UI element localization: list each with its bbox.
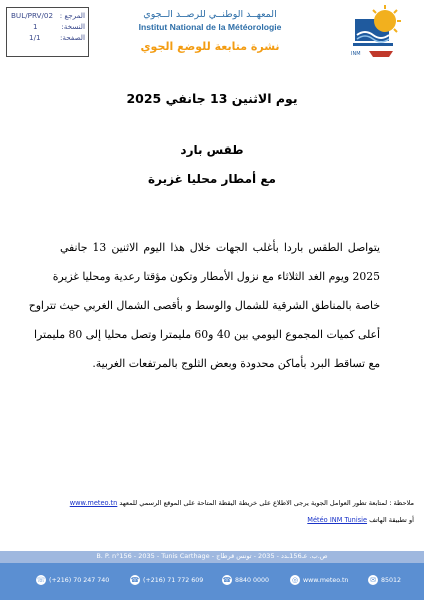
page-value: 1/1	[29, 33, 41, 42]
app-link[interactable]: Météo INM Tunisie	[307, 516, 368, 524]
note-line	[40, 499, 414, 507]
fax-number: (+216) 70 247 740	[49, 576, 110, 584]
body-line-2: 2025 ويوم الغد الثلاثاء مع نزول الأمطار وتكون مؤقتا رعدية ومحليا غزيرة	[52, 270, 380, 283]
footer-fax	[36, 575, 109, 585]
body-line-1: يتواصل الطقس باردا بأغلب الجهات خلال هذا اليوم الاثنين 13 جانفي	[60, 241, 380, 254]
website-link[interactable]: www.meteo.tn	[69, 499, 118, 507]
version-value: 1	[33, 22, 38, 31]
footer-sms	[368, 575, 401, 585]
bulletin-headline: طقس بارد	[180, 143, 244, 157]
phone-number: (+216) 71 772 609	[143, 576, 204, 584]
footer-web	[290, 575, 348, 585]
note-text: ملاحظة : لمتابعة تطور العوامل الجوية يرجى الاطلاع على خريطة اليقظة المتاحة على الموقع الرسمي للمعهد	[119, 499, 414, 507]
fax-icon: ☏	[36, 576, 46, 584]
institute-name-french: Institut National de la Météorologie	[138, 22, 282, 32]
body-line-4: أعلى كميات المجموع اليومي بين 40 و60 مليمترا وتصل محليا إلى 80 مليمترا	[33, 328, 380, 341]
svg-text:INM: INM	[351, 51, 361, 57]
footer-address: B. P. n°156 - 2035 - Tunis Carthage - ص.ب. عـ156ـدد - 2035 - تونس قرطاج	[96, 552, 328, 560]
reference-value: BUL/PRV/02	[11, 11, 54, 20]
footer-hotline	[222, 575, 269, 585]
app-note-line	[40, 516, 414, 524]
app-text: أو تطبيقة الهاتف	[369, 516, 414, 524]
sms-number: 85012	[381, 576, 402, 584]
inm-logo-icon	[347, 5, 411, 63]
globe-icon: ◎	[291, 576, 299, 584]
bulletin-title: نشرة متابعة للوضع الجوي	[140, 40, 280, 53]
version-label: النسخة:	[61, 22, 85, 31]
body-line-5: مع تساقط البرد بأماكن محدودة وبعض الثلوج بالمرتفعات الغربية.	[92, 357, 380, 370]
institute-name-arabic: المعهــد الوطنــي للرصــد الــجوي	[143, 9, 277, 20]
reference-row	[11, 11, 85, 20]
reference-box	[6, 7, 89, 57]
footer-website[interactable]: www.meteo.tn	[303, 576, 349, 584]
phone-icon: ☎	[130, 576, 140, 584]
hotline-icon: ☎	[222, 576, 232, 584]
footer-phone	[130, 575, 203, 585]
reference-label: المرجع :	[59, 11, 85, 20]
bulletin-date: يوم الاثنين 13 جانفي 2025	[126, 91, 298, 106]
body-line-3: خاصة بالمناطق الشرقية للشمال والوسط و بأقصى الشمال الغربي حيث تتراوح	[28, 299, 380, 312]
hotline-number: 8840 0000	[235, 576, 270, 584]
sms-icon: ✉	[368, 575, 378, 585]
version-row	[11, 22, 85, 31]
page-row	[11, 33, 85, 42]
page-label: الصفحة:	[60, 33, 85, 42]
bulletin-subheadline: مع أمطار محليا غزيرة	[148, 172, 276, 186]
